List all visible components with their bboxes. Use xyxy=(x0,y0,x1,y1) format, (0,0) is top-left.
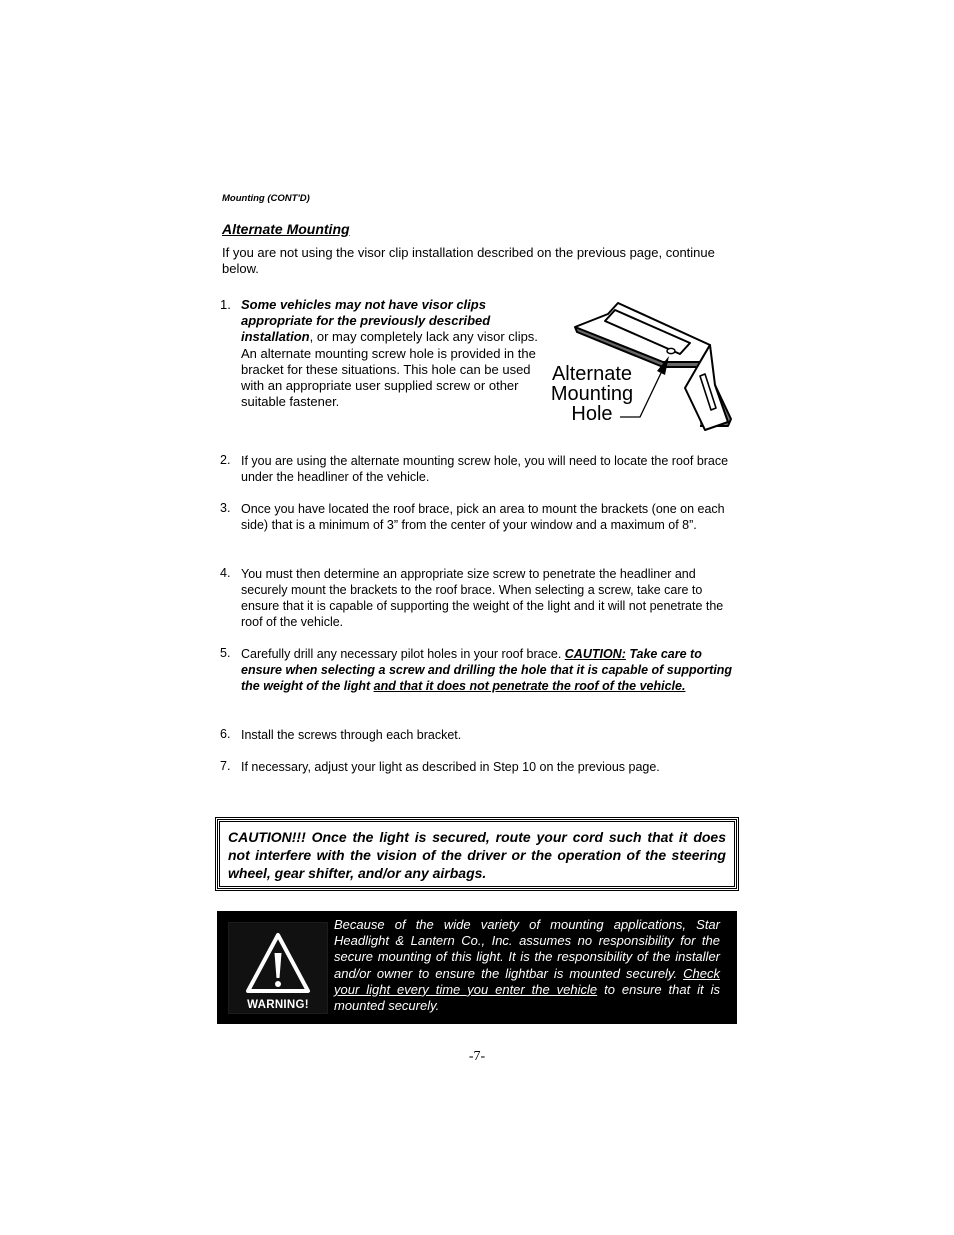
step-1-body: , or may completely lack any visor clips. An alternate mounting screw hole is provided in the bracket for these situations. This hole can be used with an appropriate user supplied screw or other suitable fastener. xyxy=(241,329,538,410)
mounting-hole xyxy=(667,348,675,353)
warning-text-after: to ensure that it is mounted securely. xyxy=(334,981,720,1014)
step-3-number: 3. xyxy=(220,501,231,515)
intro-paragraph: If you are not using the visor clip installation described on the previous page, continue below. xyxy=(222,245,715,276)
callout-line: Hole xyxy=(571,403,613,425)
step-5-caution-underlined: and that it does not penetrate the roof of the vehicle. xyxy=(373,679,686,693)
warning-text-before: Because of the wide variety of mounting applications, Star Headlight & Lantern Co., Inc. assumes no responsibility for the secure mounting of this light. It is the responsibility of the installer and/or owner to ensure the lightbar is mounted securely. xyxy=(334,917,720,981)
warning-label: WARNING! xyxy=(247,999,309,1011)
warning-icon xyxy=(228,922,328,1014)
step-7-number: 7. xyxy=(220,759,231,773)
step-2-text: If you are using the alternate mounting screw hole, you will need to locate the roof brace under the headliner of the vehicle. xyxy=(241,454,729,484)
caution-text: CAUTION!!! Once the light is secured, route your cord such that it does not interfere with the vision of the driver or the operation of the steering wheel, gear shifter, and/or any airbags. xyxy=(228,829,726,881)
callout-line: Mounting xyxy=(550,383,634,405)
step-3-text: Once you have located the roof brace, pick an area to mount the brackets (one on each side) that is a minimum of 3” from the center of your window and a maximum of 8”. xyxy=(241,502,725,532)
step-7-text: If necessary, adjust your light as described in Step 10 on the previous page. xyxy=(241,760,660,774)
step-1-number: 1. xyxy=(220,297,231,312)
callout-line: Alternate xyxy=(551,363,633,385)
step-5-text xyxy=(241,646,735,694)
step-6-number: 6. xyxy=(220,727,231,741)
step-1-text xyxy=(241,297,546,410)
step-2-number: 2. xyxy=(220,453,231,467)
warning-box xyxy=(217,911,737,1024)
step-4-number: 4. xyxy=(220,566,231,580)
section-title: Alternate Mounting xyxy=(222,221,350,237)
step-5-caution-label: CAUTION: xyxy=(564,647,626,661)
diagram-callout xyxy=(548,364,636,424)
step-5-number: 5. xyxy=(220,646,231,660)
step-5-body: Carefully drill any necessary pilot holes in your roof brace. xyxy=(241,647,565,661)
step-1-bold-lead: Some vehicles may not have visor clips appropriate for the previously described installation xyxy=(241,297,491,345)
warning-triangle-icon xyxy=(229,923,327,997)
warning-text xyxy=(334,917,720,1014)
warning-text-underlined: Check your light every time you enter the vehicle xyxy=(334,965,720,997)
step-6-text: Install the screws through each bracket. xyxy=(241,728,462,742)
step-4-text: You must then determine an appropriate size screw to penetrate the headliner and securely mount the brackets to the roof brace. When selecting a screw, take care to ensure that it is capable of supporting the weight of the light and it will not penetrate the roof of the vehicle. xyxy=(241,567,724,629)
running-head: Mounting (CONT'D) xyxy=(222,193,310,204)
page-number: -7- xyxy=(468,1049,486,1064)
step-5-caution-text: Take care to ensure when selecting a screw and drilling the hole that it is capable of supporting the weight of the light xyxy=(241,647,733,693)
caution-box xyxy=(215,817,739,891)
